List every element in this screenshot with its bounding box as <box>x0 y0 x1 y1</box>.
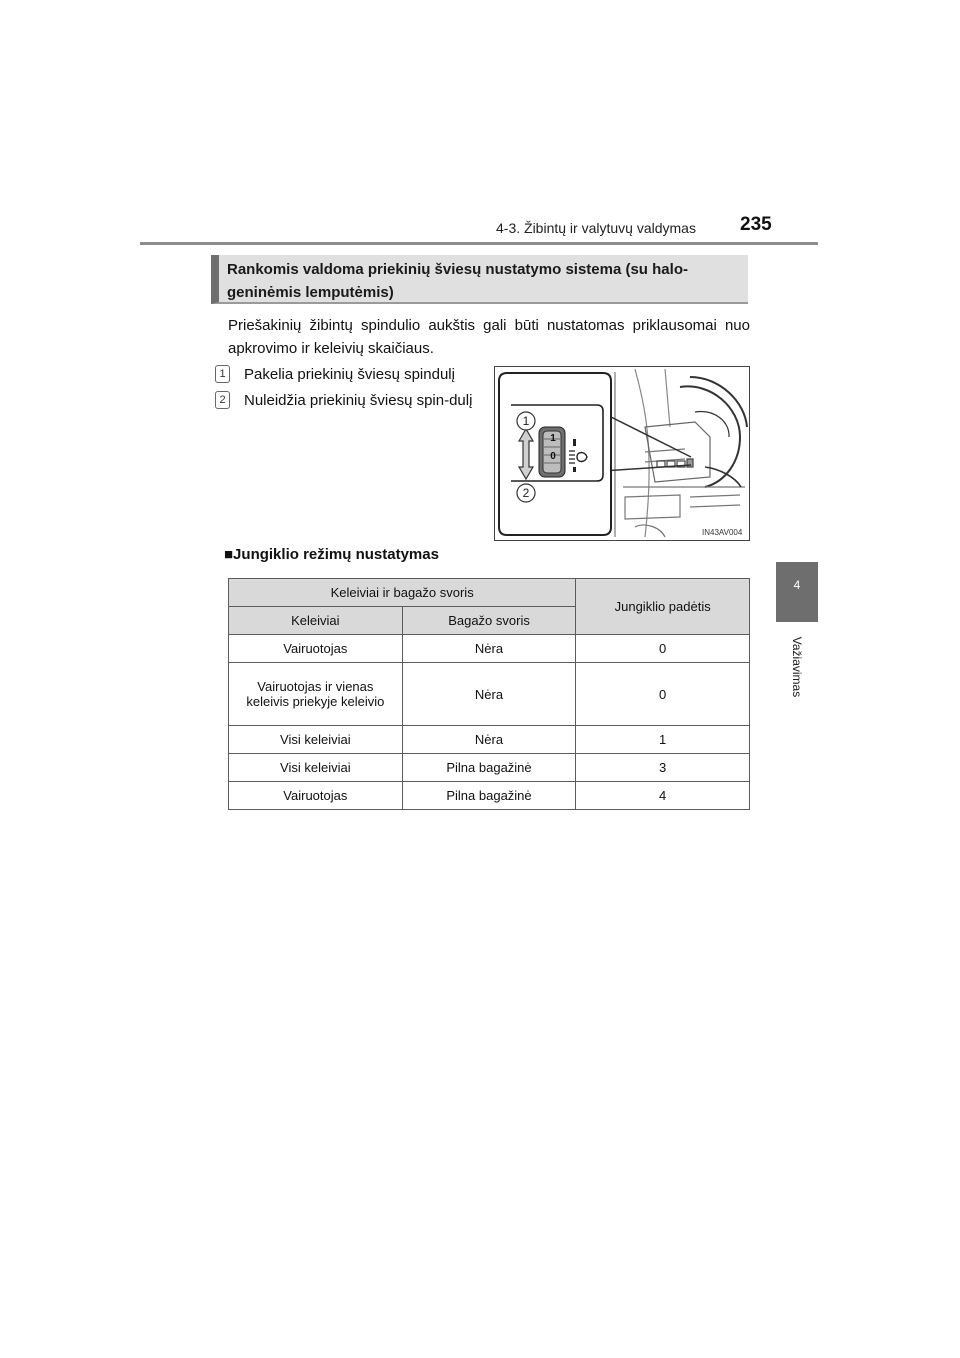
dial-label: 1 <box>550 433 556 444</box>
table-row <box>229 754 750 782</box>
table-cell: Nėra <box>402 726 576 754</box>
table-cell: Pilna bagažinė <box>402 782 576 810</box>
section-title: Rankomis valdoma priekinių šviesų nustatymo sistema (su halo-geninėmis lemputėmis) <box>211 255 748 304</box>
table-cell: Visi keleiviai <box>229 726 403 754</box>
callout-number: 2 <box>522 486 530 500</box>
header-section-title: 4-3. Žibintų ir valytuvų valdymas <box>496 220 696 236</box>
item-number-badge: 1 <box>215 365 230 383</box>
dashboard-illustration <box>495 367 749 540</box>
figure-code: IN43AV004 <box>702 528 743 537</box>
table-cell: Vairuotojas ir vienas keleivis priekyje keleivio <box>229 663 403 726</box>
item-number-badge: 2 <box>215 391 230 409</box>
table-cell: Vairuotojas <box>229 782 403 810</box>
item-raise-beam: Pakelia priekinių šviesų spindulį <box>244 366 455 383</box>
table-cell: 0 <box>576 635 750 663</box>
switch-settings-heading: ■Jungiklio režimų nustatymas <box>224 546 439 563</box>
table-cell: Visi keleiviai <box>229 754 403 782</box>
headlight-leveling-dial-figure <box>494 366 750 541</box>
table-position-header: Jungiklio padėtis <box>576 579 750 635</box>
table-passengers-header: Keleiviai <box>229 607 403 635</box>
header-divider <box>140 242 818 245</box>
table-cell: Vairuotojas <box>229 635 403 663</box>
page-number: 235 <box>740 214 772 235</box>
table-cell: 0 <box>576 663 750 726</box>
table-row <box>229 663 750 726</box>
callout-number: 1 <box>522 414 530 428</box>
chapter-tab <box>776 562 818 622</box>
chapter-label: Važiavimas <box>790 636 804 698</box>
table-group-header: Keleiviai ir bagažo svoris <box>229 579 576 607</box>
table-cell: 1 <box>576 726 750 754</box>
table-cell: Nėra <box>402 635 576 663</box>
table-cell: 3 <box>576 754 750 782</box>
switch-position-table <box>228 578 750 810</box>
table-row <box>229 782 750 810</box>
table-cell: Pilna bagažinė <box>402 754 576 782</box>
table-luggage-header: Bagažo svoris <box>402 607 576 635</box>
table-row <box>229 635 750 663</box>
intro-paragraph: Priešakinių žibintų spindulio aukštis gali būti nustatomas priklausomai nuo apkrovimo ir keleivių skaičiaus. <box>228 317 750 357</box>
chapter-number: 4 <box>793 578 801 592</box>
item-lower-beam: Nuleidžia priekinių šviesų spin-dulį <box>244 392 473 409</box>
table-cell: Nėra <box>402 663 576 726</box>
table-row <box>229 726 750 754</box>
dial-label: 0 <box>550 451 556 462</box>
table-cell: 4 <box>576 782 750 810</box>
